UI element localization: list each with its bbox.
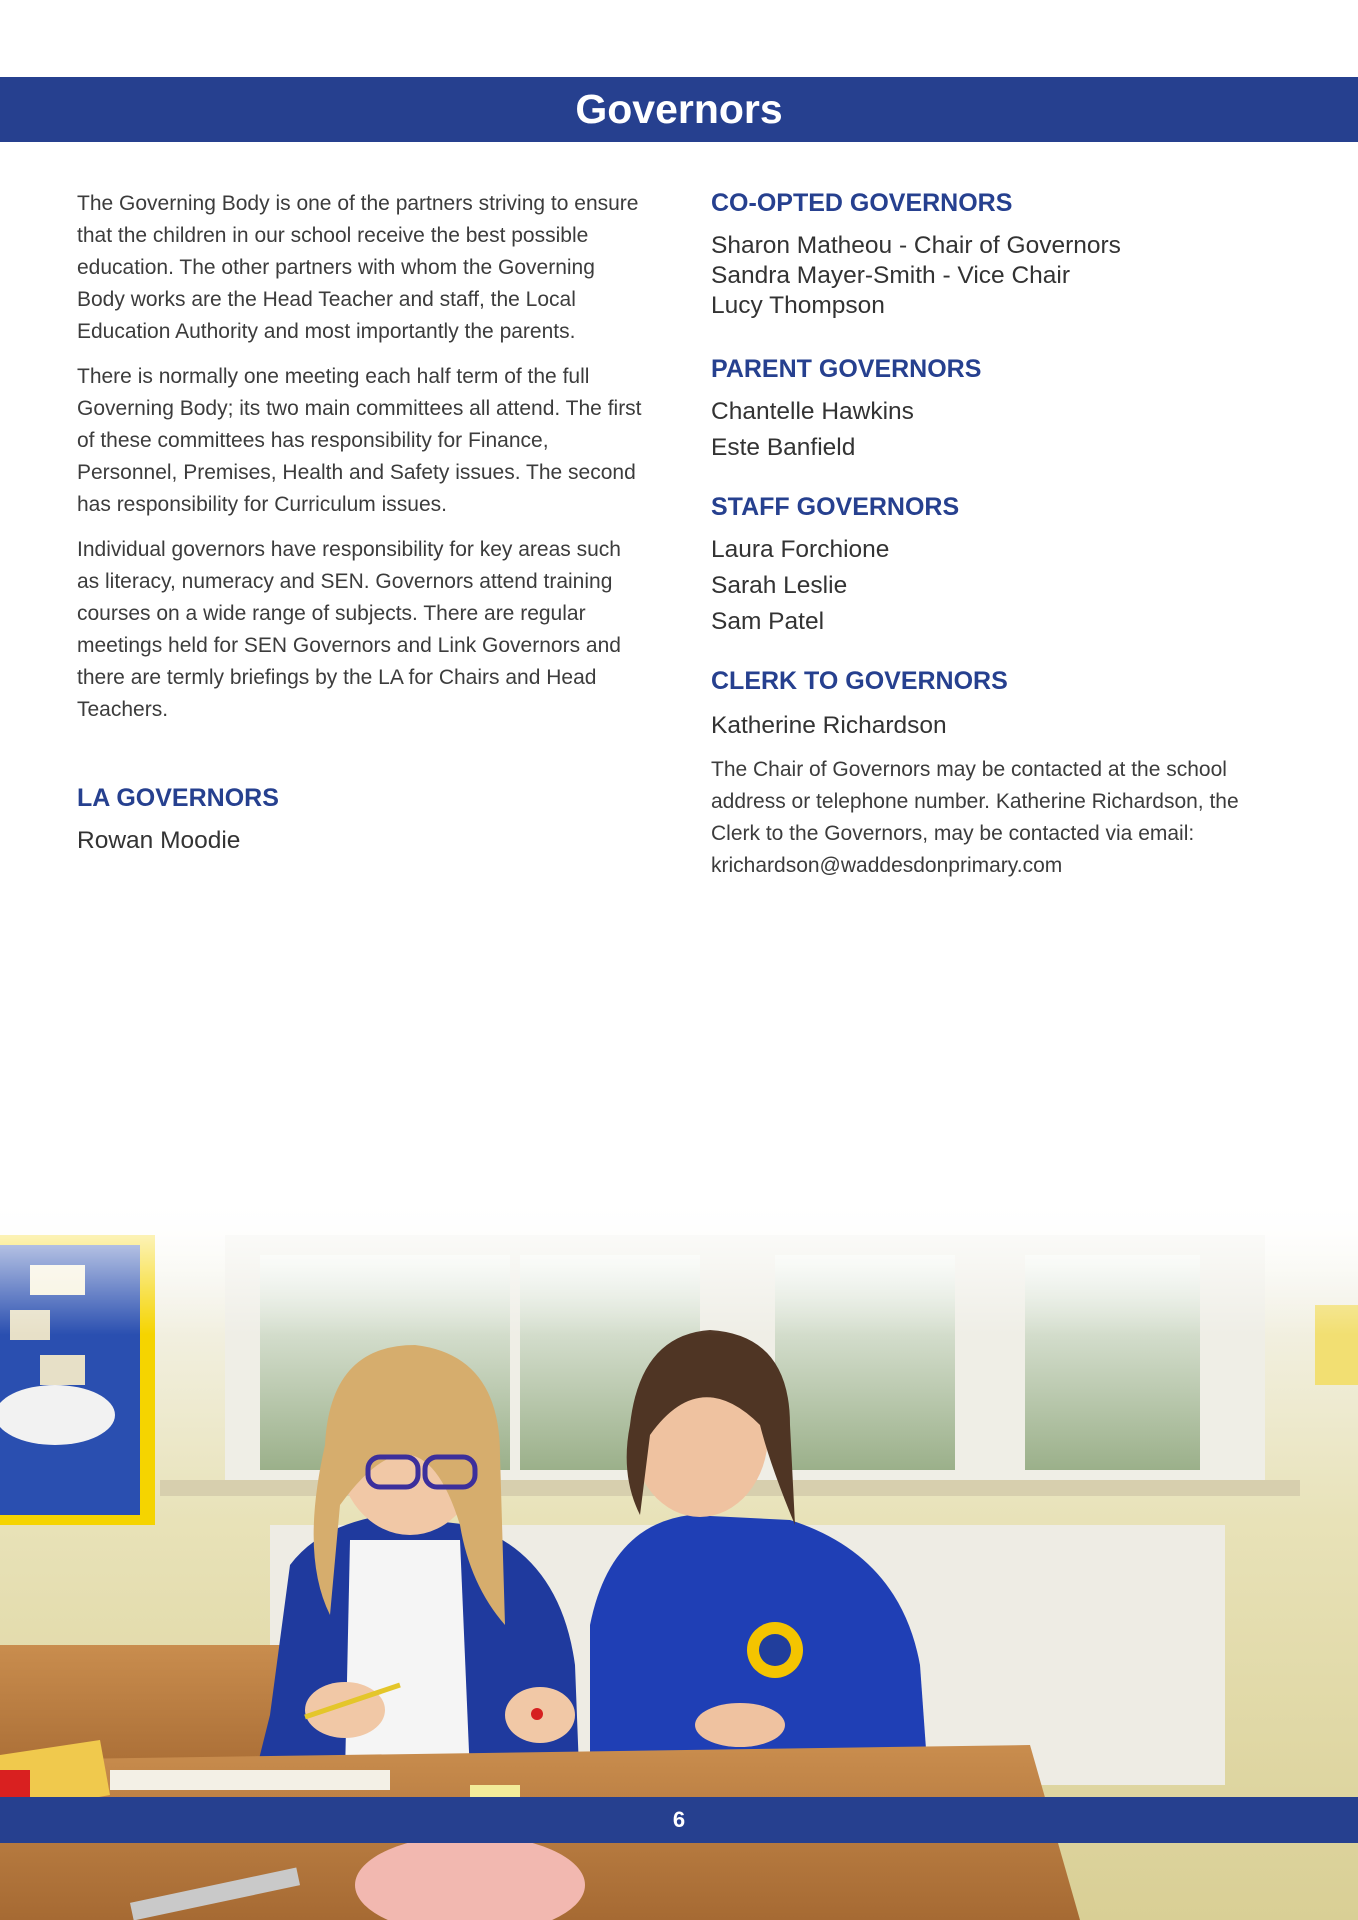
clerk-list — [711, 711, 1291, 741]
co-opted-governor-name: Sharon Matheou - Chair of Governors — [711, 232, 1121, 259]
footer-bar — [0, 1797, 1358, 1843]
co-opted-governors-heading: CO-OPTED GOVERNORS — [711, 189, 1013, 217]
la-governor-name: Rowan Moodie — [77, 827, 241, 854]
co-opted-governor-name: Sandra Mayer-Smith - Vice Chair — [711, 262, 1071, 289]
intro-paragraph-2: There is normally one meeting each half term of the full Governing Body; its two main committees all attend. The first of these committees has responsibility for Finance, Personnel, Premises, Health and Safety issues. The second has responsibility for Curriculum issues. — [77, 365, 642, 516]
contact-note: The Chair of Governors may be contacted at the school address or telephone number. Katherine Richardson, the Clerk to the Governors, may be contacted via email: krichardson@waddesdonprimary.com — [711, 758, 1239, 877]
parent-governor-name: Este Banfield — [711, 434, 856, 461]
co-opted-governor-name: Lucy Thompson — [711, 292, 885, 319]
right-column — [711, 188, 1291, 895]
clerk-name: Katherine Richardson — [711, 712, 947, 739]
staff-governors-list — [711, 532, 1291, 640]
left-column — [77, 188, 642, 856]
intro-paragraph-1: The Governing Body is one of the partners striving to ensure that the children in our school receive the best possible education. The other partners with whom the Governing Body works are the Head Teacher and staff, the Local Education Authority and most importantly the parents. — [77, 192, 639, 343]
co-opted-governors-list — [711, 231, 1291, 321]
la-governors-heading: LA GOVERNORS — [77, 784, 279, 812]
title-banner — [0, 77, 1358, 142]
page-title: Governors — [575, 86, 783, 132]
clerk-heading: CLERK TO GOVERNORS — [711, 667, 1008, 695]
page-number: 6 — [672, 1807, 686, 1832]
staff-governor-name: Laura Forchione — [711, 536, 890, 563]
parent-governors-heading: PARENT GOVERNORS — [711, 355, 982, 383]
la-governors-list — [77, 826, 642, 856]
staff-governor-name: Sam Patel — [711, 608, 825, 635]
parent-governors-list — [711, 394, 1291, 466]
staff-governor-name: Sarah Leslie — [711, 572, 848, 599]
staff-governors-heading: STAFF GOVERNORS — [711, 493, 960, 521]
intro-paragraph-3: Individual governors have responsibility for key areas such as literacy, numeracy and SEN. Governors attend training courses on a wide range of subjects. There are regular meetings held for SEN Governors and Link Governors and there are termly briefings by the LA for Chairs and Head Teachers. — [77, 538, 621, 721]
parent-governor-name: Chantelle Hawkins — [711, 398, 914, 425]
